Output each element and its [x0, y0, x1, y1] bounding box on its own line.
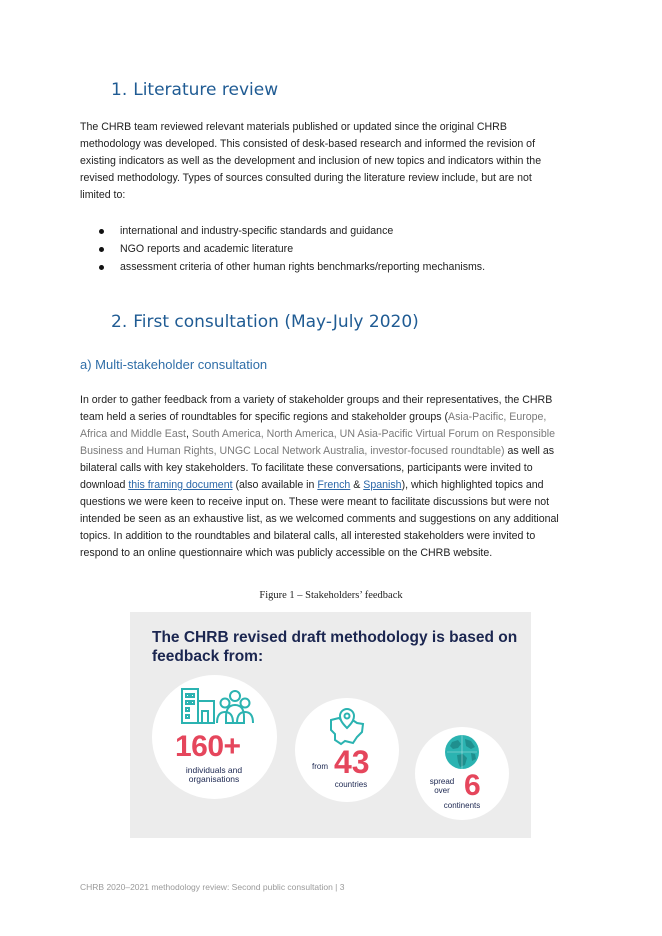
paragraph-line: intended be seen as an exhaustive list, as we welcomed comments and suggestions on any additional: [80, 513, 559, 525]
map-pin-icon: [325, 706, 369, 746]
page-footer: CHRB 2020–2021 methodology review: Second public consultation | 3: [80, 882, 345, 892]
stat-value-participants: 160+: [175, 730, 241, 763]
paragraph-line: In order to gather feedback from a variety of stakeholder groups and their representatives, the CHRB: [80, 394, 553, 406]
stat-prefix-countries: from: [312, 762, 328, 771]
bullet-icon: [99, 265, 104, 270]
list-item: [80, 222, 580, 240]
stat-prefix-line: over: [434, 786, 450, 795]
stat-label-line: organisations: [188, 774, 240, 784]
stat-prefix-continents: [425, 777, 459, 795]
stat-label-continents: continents: [443, 801, 481, 810]
heading-number: 1.: [111, 80, 128, 100]
text-run: ), which highlighted topics and: [401, 479, 544, 491]
text-run: ,: [186, 428, 192, 440]
literature-review-paragraph: [80, 119, 582, 204]
heading-text: Literature review: [133, 80, 279, 100]
paragraph-line: respond to an online questionnaire which was publicly accessible on the CHRB website.: [80, 547, 493, 559]
stat-value-continents: 6: [464, 769, 481, 802]
sources-bullet-list: [80, 222, 580, 276]
buildings-people-icon: [180, 687, 256, 727]
stat-circle-participants: [152, 675, 277, 799]
spanish-link[interactable]: Spanish: [363, 479, 402, 491]
text-run-grey: Business and Human Rights, UNGC Local Network Australia, investor-focused roundtable): [80, 445, 505, 457]
text-run: (also available in: [232, 479, 318, 491]
stat-label-countries: countries: [334, 780, 368, 789]
globe-icon: [443, 733, 481, 771]
paragraph-line: topics. In addition to the roundtables and bilateral calls, all interested stakeholders were invited to: [80, 530, 536, 542]
list-item: [80, 240, 580, 258]
stat-value-countries: 43: [334, 744, 370, 780]
text-run-grey: South America, North America, UN Asia-Pacific Virtual Forum on Responsible: [191, 428, 555, 440]
infographic-title-line: feedback from:: [152, 648, 264, 665]
paragraph-line: limited to:: [80, 189, 126, 201]
stat-circle-countries: [295, 698, 399, 802]
french-link[interactable]: French: [317, 479, 351, 491]
list-item: [80, 258, 580, 276]
figure-caption: Figure 1 – Stakeholders’ feedback: [259, 590, 403, 601]
bullet-icon: [99, 247, 104, 252]
text-run-grey: Asia-Pacific, Europe,: [448, 411, 547, 423]
section-heading-first-consultation: [111, 312, 419, 332]
paragraph-line: [80, 443, 582, 460]
section-heading-literature-review: [111, 80, 278, 100]
text-run: team held a series of roundtables for specific regions and stakeholder groups (: [80, 411, 449, 423]
subheading-multi-stakeholder: a) Multi-stakeholder consultation: [80, 357, 268, 372]
stakeholders-feedback-infographic: [130, 612, 531, 838]
paragraph-line: [80, 409, 582, 426]
list-item-text: international and industry-specific standards and guidance: [120, 225, 394, 237]
bullet-icon: [99, 229, 104, 234]
list-item-text: NGO reports and academic literature: [120, 243, 294, 255]
consultation-paragraph: [80, 392, 582, 562]
paragraph-line: existing indicators as well as the development and inclusion of new topics and indicators within the: [80, 155, 542, 167]
infographic-title: [152, 628, 522, 666]
heading-number: 2.: [111, 312, 128, 332]
stat-label-line: individuals and: [185, 765, 243, 775]
infographic-title-line: The CHRB revised draft methodology is based on: [152, 629, 518, 646]
heading-text: First consultation (May-July 2020): [133, 312, 419, 332]
text-run: &: [350, 479, 364, 491]
paragraph-line: bilateral calls with key stakeholders. To facilitate these conversations, participants were invited to: [80, 462, 533, 474]
paragraph-line: methodology was developed. This consisted of desk-based research and informed the revision of: [80, 138, 536, 150]
paragraph-line: [80, 477, 582, 494]
stat-circle-continents: [415, 727, 509, 820]
paragraph-line: [80, 426, 582, 443]
paragraph-line: The CHRB team reviewed relevant materials published or updated since the original CHRB: [80, 121, 507, 133]
text-run: as well as: [504, 445, 555, 457]
list-item-text: assessment criteria of other human rights benchmarks/reporting mechanisms.: [120, 261, 486, 273]
stat-prefix-line: spread: [429, 777, 455, 786]
paragraph-line: revised methodology. Types of sources consulted during the literature review include, but are not: [80, 172, 532, 184]
framing-document-link[interactable]: this framing document: [128, 479, 233, 491]
text-run-grey: Africa and Middle East: [80, 428, 186, 440]
stat-label-participants: [162, 766, 266, 784]
text-run: download: [80, 479, 129, 491]
paragraph-line: questions we were keen to receive input on. These were meant to facilitate discussions but were not: [80, 496, 550, 508]
